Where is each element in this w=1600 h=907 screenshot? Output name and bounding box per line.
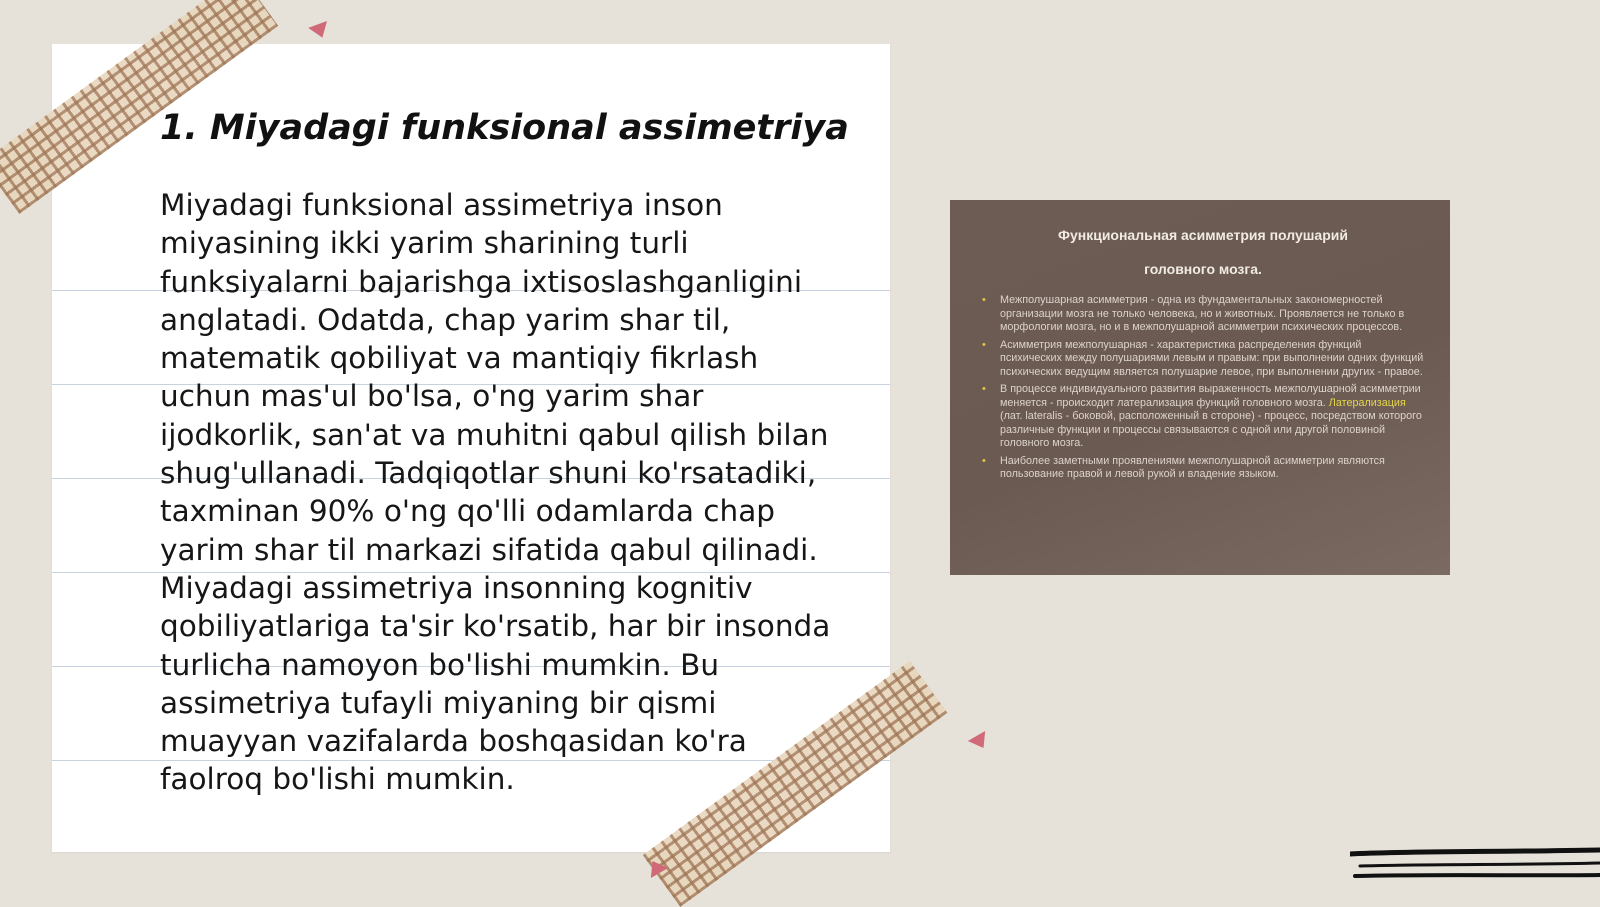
pin-icon (308, 21, 332, 41)
bullet-icon: • (982, 338, 986, 351)
bullet-icon: • (982, 294, 986, 306)
image-bullet-list (980, 294, 1426, 482)
scribble-lines-decoration (1350, 846, 1600, 886)
image-title (980, 218, 1426, 286)
bullet-icon: • (982, 454, 986, 467)
image-bullet-item: • В процессе индивидуального развития выраженность межполушарной асимметрии меняется - происходит латерализация функций головного мозга. Латерализация (лат. lateralis - боковой, расположенный в стороне) - процесс, посредством которого различные функции и процессы связываются с одной или другой половиной головного мозга. (982, 383, 1422, 449)
slide-title: 1. Miyadagi funksional assimetriya (160, 108, 849, 148)
image-bullet-item: • Асимметрия межполушарная - характеристика распределения функций психических между полушариями левым и правым: при выполнении одних функций психических ведущим является полушарие левое, при выполнении других - правое. (982, 338, 1424, 378)
image-title-line1: Функциональная асимметрия полушарий (1058, 227, 1348, 243)
bullet-icon: • (982, 383, 986, 395)
slide-body-text: Miyadagi funksional assimetriya inson miyasining ikki yarim sharining turli funksiyalarni bajarishga ixtisoslashganligini anglatadi. Odatda, chap yarim shar til, matematik qobiliyat va mantiqiy fikrlash uchun mas'ul bo'lsa, o'ng yarim shar ijodkorlik, san'at va muhitni qabul qilish bilan shug'ullanadi. Tadqiqotlar shuni ko'rsatadiki, taxminan 90% o'ng qo'lli odamlarda chap yarim shar til markazi sifatida qabul qilinadi. Miyadagi assimetriya insonning kognitiv qobiliyatlariga ta'sir ko'rsatib, har bir insonda turlicha namoyon bo'lishi mumkin. Bu assimetriya tufayli miyaning bir qismi muayyan vazifalarda boshqasidan ko'ra faolroq bo'lishi mumkin. (160, 188, 831, 797)
image-title-line2: головного мозга. (1144, 261, 1262, 277)
highlighted-term: Латерализация (1328, 396, 1406, 409)
pin-icon (968, 731, 992, 753)
image-bullet-item: • Наиболее заметными проявлениями межполушарной асимметрии являются пользование правой и левой рукой и владение языком. (982, 454, 1385, 480)
image-bullet-item: • Межполушарная асимметрия - одна из фундаментальных закономерностей организации мозга не только человека, но и животных. Проявляется не только в морфологии мозга, но и в межполушарной асимметрии психических процессов. (982, 294, 1405, 333)
embedded-slide-image (950, 200, 1450, 575)
